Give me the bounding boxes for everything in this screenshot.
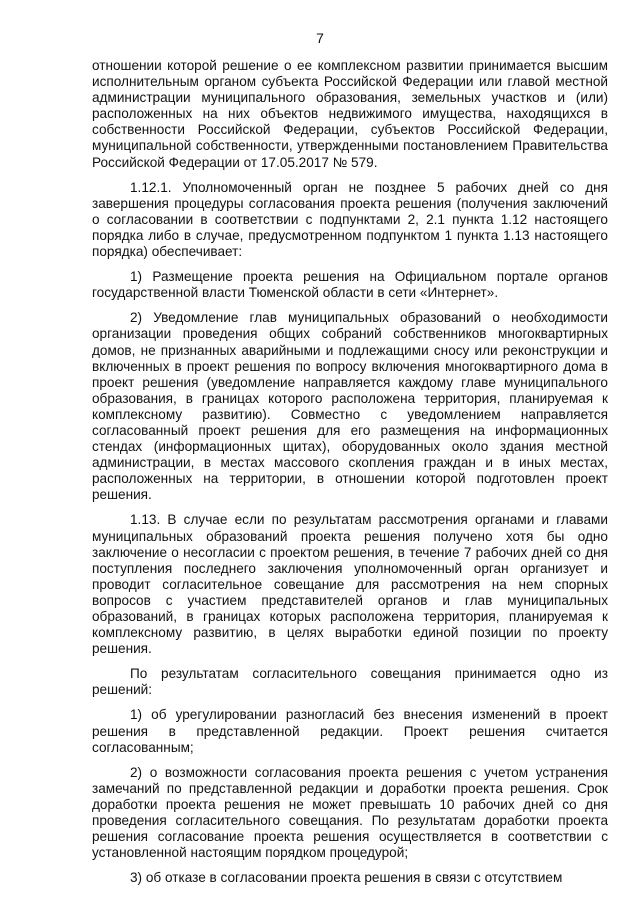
- paragraph-meeting-results: По результатам согласительного совещания принимается одно из решений:: [92, 666, 608, 698]
- paragraph-decision-2: 2) о возможности согласования проекта решения с учетом устранения замечаний по представленной редакции и доработки проекта решения. Срок доработки проекта решения не может превышать 10 рабочих дней со дня проведения согласительного совещания. По результатам доработки проекта решения согласование проекта решения осуществляется в соответствии с установленной настоящим порядком процедурой;: [92, 764, 608, 861]
- paragraph-1-13: 1.13. В случае если по результатам рассмотрения органами и главами муниципальных образований проекта решения получено хотя бы одно заключение о несогласии с проектом решения, в течение 7 рабочих дней со дня поступления последнего заключения уполномоченный орган организует и проводит согласительное совещание для рассмотрения на нем спорных вопросов с участием представителей органов и глав муниципальных образований, в границах которых расположена территория, планируемая к комплексному развитию, в целях выработки единой позиции по проекту решения.: [92, 512, 608, 657]
- paragraph-decision-1: 1) об урегулировании разногласий без внесения изменений в проект решения в представленной редакции. Проект решения считается согласованным;: [92, 707, 608, 755]
- paragraph-item-2-notification: 2) Уведомление глав муниципальных образований о необходимости организации проведения общих собраний собственников многоквартирных домов, не признанных аварийными и подлежащими сносу или реконструкции и включенных в проект решения по вопросу включения многоквартирного дома в проект решения (уведомление направляется каждому главе муниципального образования, в границах которого расположена территория, планируемая к комплексному развитию). Совместно с уведомлением направляется согласованный проект решения для его размещения на информационных стендах (информационных щитах), оборудованных около здания местной администрации, в местах массового скопления граждан и в иных местах, расположенных на территории, в отношении которой подготовлен проект решения.: [92, 310, 608, 503]
- document-body: [92, 58, 608, 886]
- paragraph-continuation: отношении которой решение о ее комплексном развитии принимается высшим исполнительным органом субъекта Российской Федерации или главой местной администрации муниципального образования, земельных участков и (или) расположенных на них объектов недвижимого имущества, находящихся в собственности Российской Федерации, субъектов Российской Федерации, муниципальной собственности, утвержденными постановлением Правительства Российской Федерации от 17.05.2017 № 579.: [92, 58, 608, 170]
- paragraph-decision-3: 3) об отказе в согласовании проекта решения в связи с отсутствием: [130, 870, 563, 886]
- paragraph-1-12-1: 1.12.1. Уполномоченный орган не позднее 5 рабочих дней со дня завершения процедуры согласования проекта решения (получения заключений о согласовании в соответствии с подпунктами 2, 2.1 пункта 1.12 настоящего порядка либо в случае, предусмотренном подпунктом 1 пункта 1.13 настоящего порядка) обеспечивает:: [92, 179, 608, 260]
- paragraph-item-1-publication: 1) Размещение проекта решения на Официальном портале органов государственной власти Тюменской области в сети «Интернет».: [92, 269, 608, 301]
- page-number: 7: [316, 30, 324, 46]
